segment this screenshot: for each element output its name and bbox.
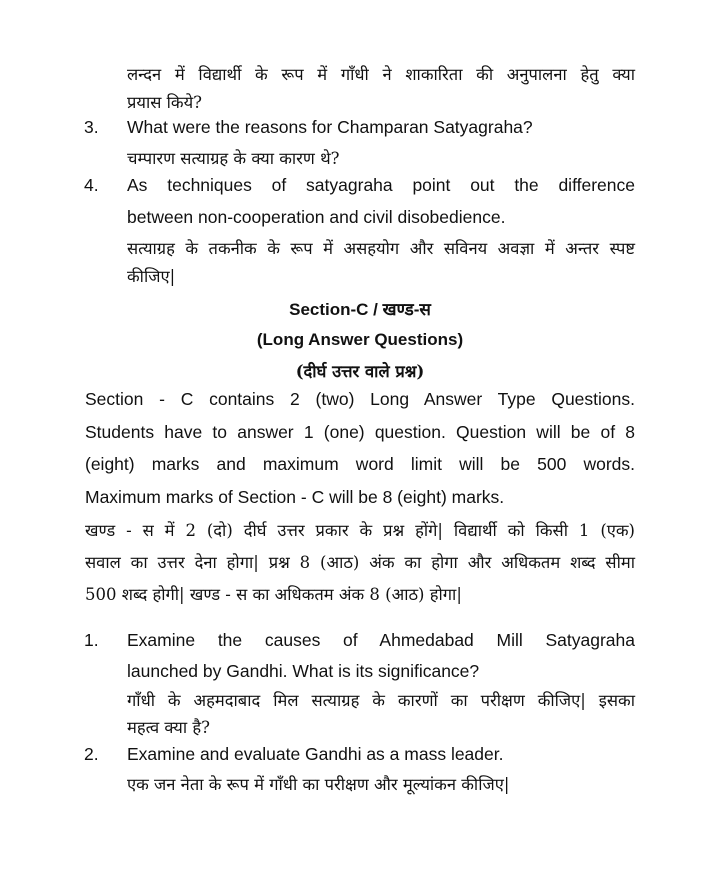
prev-question-hindi-line-1: लन्दन में विद्यार्थी के रूप में गाँधी ने शाकारिता की अनुपालना हेतु क्या bbox=[127, 65, 635, 84]
instructions-hindi-line-3: 500 शब्द होगी| खण्ड - स का अधिकतम अंक 8 (आठ) होगा| bbox=[85, 585, 462, 604]
section-c-subheading-english: (Long Answer Questions) bbox=[256, 330, 464, 349]
instructions-english-line-1: Section - C contains 2 (two) Long Answer Type Questions. bbox=[85, 389, 635, 409]
question-4-english-line-2: between non-cooperation and civil disobedience. bbox=[127, 207, 506, 227]
section-c-question-2-english: Examine and evaluate Gandhi as a mass leader. bbox=[127, 744, 504, 764]
question-3-number: 3. bbox=[84, 117, 99, 137]
section-c-subheading-hindi: (दीर्घ उत्तर वाले प्रश्न) bbox=[295, 362, 425, 381]
instructions-english-line-4: Maximum marks of Section - C will be 8 (eight) marks. bbox=[85, 487, 505, 507]
question-4-number: 4. bbox=[84, 175, 99, 195]
question-4-hindi-line-1: सत्याग्रह के तकनीक के रूप में असहयोग और सविनय अवज्ञा में अन्तर स्पष्ट bbox=[127, 239, 635, 258]
question-3-english: What were the reasons for Champaran Satyagraha? bbox=[127, 117, 533, 137]
section-c-question-1-english-line-2: launched by Gandhi. What is its significance? bbox=[127, 661, 480, 681]
question-4-english-line-1: As techniques of satyagraha point out the difference bbox=[127, 175, 635, 195]
section-c-question-2-number: 2. bbox=[84, 744, 99, 764]
section-c-question-1-number: 1. bbox=[84, 630, 99, 650]
instructions-hindi-line-2: सवाल का उत्तर देना होगा| प्रश्न 8 (आठ) अंक का होगा और अधिकतम शब्द सीमा bbox=[85, 553, 635, 572]
prev-question-hindi-line-2: प्रयास किये? bbox=[127, 93, 202, 112]
instructions-hindi-line-1: खण्ड - स में 2 (दो) दीर्घ उत्तर प्रकार के प्रश्न होंगे| विद्यार्थी को किसी 1 (एक) bbox=[85, 521, 635, 540]
instructions-english-line-3: (eight) marks and maximum word limit will be 500 words. bbox=[85, 454, 635, 474]
question-3-hindi: चम्पारण सत्याग्रह के क्या कारण थे? bbox=[127, 149, 340, 168]
question-4-hindi-line-2: कीजिए| bbox=[127, 267, 176, 286]
instructions-english-line-2: Students have to answer 1 (one) question. Question will be of 8 bbox=[85, 422, 635, 442]
section-c-heading: Section-C / खण्ड-स bbox=[289, 300, 431, 319]
section-c-question-2-hindi: एक जन नेता के रूप में गाँधी का परीक्षण और मूल्यांकन कीजिए| bbox=[127, 775, 510, 794]
section-c-question-1-hindi-line-2: महत्व क्या है? bbox=[127, 718, 210, 737]
section-c-question-1-english-line-1: Examine the causes of Ahmedabad Mill Satyagraha bbox=[127, 630, 635, 650]
section-c-question-1-hindi-line-1: गाँधी के अहमदाबाद मिल सत्याग्रह के कारणों का परीक्षण कीजिए| इसका bbox=[127, 691, 635, 710]
